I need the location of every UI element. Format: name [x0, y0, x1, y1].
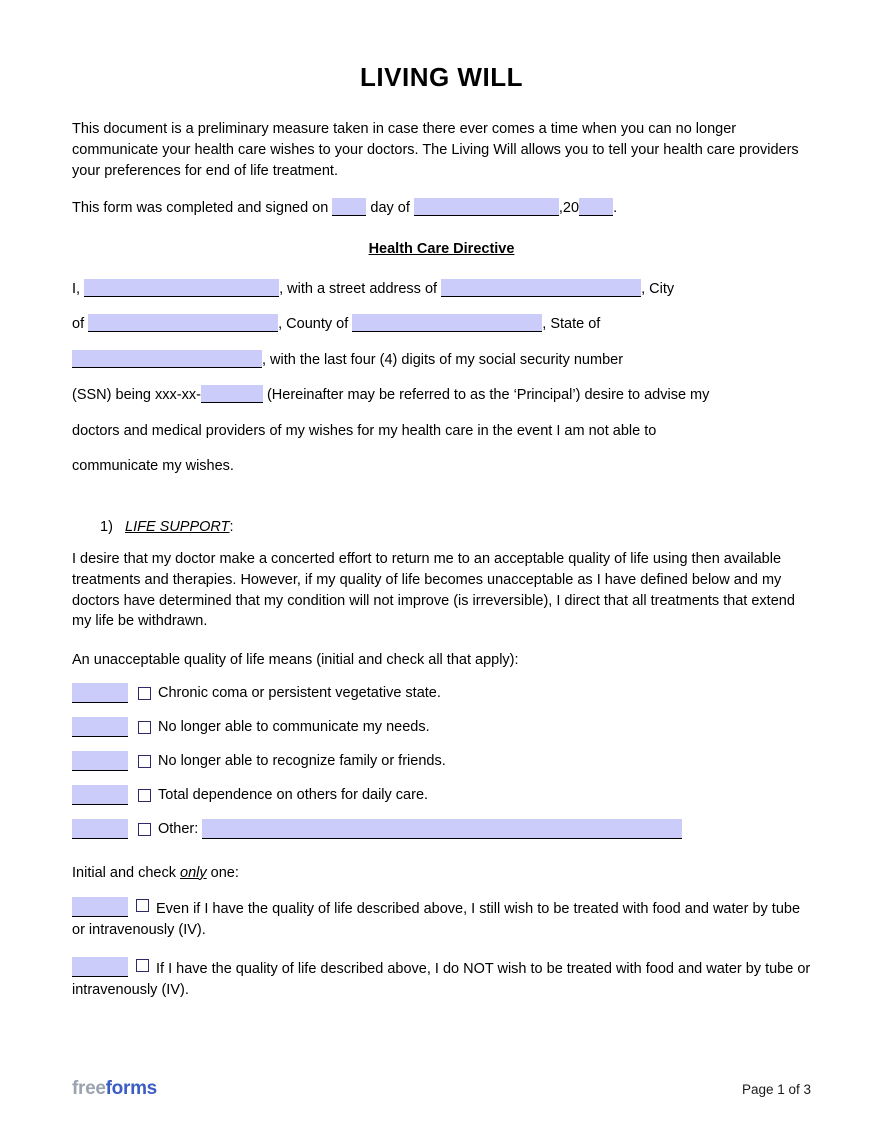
option-label-communicate: No longer able to communicate my needs. — [158, 719, 430, 736]
section-1-heading — [72, 519, 811, 535]
option-label-other: Other: — [158, 821, 199, 838]
checkbox-icon-still-wish[interactable] — [136, 899, 149, 912]
option-row-communicate[interactable] — [72, 717, 811, 737]
street-label: , with a street address of — [279, 280, 438, 297]
checkbox-icon-coma[interactable] — [138, 687, 151, 700]
choice-label-do-not-wish: If I have the quality of life described above, I do NOT wish to be treated with food and water by tube or intravenously (IV). — [72, 960, 811, 998]
option-label-recognize: No longer able to recognize family or friends. — [158, 753, 446, 770]
option-row-recognize[interactable] — [72, 751, 811, 771]
choice-row-still-wish[interactable] — [72, 897, 811, 941]
city-label: , City — [641, 280, 675, 297]
section-1-instruction: An unacceptable quality of life means (initial and check all that apply): — [72, 652, 519, 669]
county-label: , County of — [278, 316, 349, 333]
freeforms-logo[interactable] — [72, 1078, 157, 1100]
initial-field-coma[interactable] — [72, 683, 128, 703]
logo-forms-text: forms — [105, 1078, 157, 1099]
section-heading-health-care-directive: Health Care Directive — [368, 241, 515, 258]
month-field[interactable] — [414, 198, 559, 216]
street-address-field[interactable] — [441, 279, 641, 297]
ssn-label: , with the last four (4) digits of my social security number — [262, 351, 624, 368]
state-field[interactable] — [72, 350, 262, 368]
period-1: . — [613, 200, 618, 217]
page-number: Page 1 of 3 — [741, 1081, 811, 1097]
ssn-tail-label: (Hereinafter may be referred to as the ‘Principal’) desire to advise my — [266, 387, 710, 404]
directive-line-doctors: doctors and medical providers of my wishes for my health care in the event I am not able to — [72, 422, 657, 439]
section-1-number: 1) — [100, 518, 113, 535]
i-label: I, — [72, 280, 81, 297]
initial-field-still-wish[interactable] — [72, 897, 128, 917]
only-one-suffix: one: — [206, 864, 239, 881]
directive-line-communicate: communicate my wishes. — [72, 458, 234, 475]
only-one-instruction — [72, 865, 811, 881]
only-one-emphasis: only — [180, 864, 207, 881]
section-1-colon: : — [229, 518, 234, 535]
option-row-other[interactable] — [72, 819, 811, 839]
completed-prefix: This form was completed and signed on — [72, 200, 329, 217]
county-field[interactable] — [352, 314, 542, 332]
checkbox-icon-dependence[interactable] — [138, 789, 151, 802]
page-title: LIVING WILL — [360, 62, 523, 92]
completed-signed-line — [72, 198, 811, 219]
initial-field-communicate[interactable] — [72, 717, 128, 737]
ssn-last-four-field[interactable] — [201, 385, 263, 403]
choice-row-do-not-wish[interactable] — [72, 957, 811, 1001]
ssn-being-label: (SSN) being xxx-xx- — [72, 387, 201, 404]
section-1-label: LIFE SUPPORT — [125, 518, 230, 535]
city-field[interactable] — [88, 314, 278, 332]
principal-name-field[interactable] — [84, 279, 279, 297]
year-field[interactable] — [579, 198, 613, 216]
option-row-coma[interactable] — [72, 683, 811, 703]
option-label-dependence: Total dependence on others for daily care. — [158, 787, 429, 804]
only-one-prefix: Initial and check — [72, 864, 181, 881]
page-footer — [72, 1078, 811, 1100]
directive-paragraph — [72, 272, 811, 485]
option-label-coma: Chronic coma or persistent vegetative state. — [158, 685, 441, 702]
checkbox-icon-recognize[interactable] — [138, 755, 151, 768]
year-prefix: ,20 — [558, 200, 580, 217]
other-text-field[interactable] — [202, 819, 682, 839]
initial-field-do-not-wish[interactable] — [72, 957, 128, 977]
section-1-paragraph: I desire that my doctor make a concerted effort to return me to an acceptable quality of life using then available treatments and therapies. However, if my quality of life becomes unacceptable as I have defined below and my doctors have determined that my condition will not improve (is irreversible), I direct that all treatments that extend my life be withdrawn. — [72, 551, 795, 630]
initial-field-recognize[interactable] — [72, 751, 128, 771]
state-label: , State of — [542, 316, 601, 333]
checkbox-icon-other[interactable] — [138, 823, 151, 836]
of-label: of — [72, 316, 85, 333]
checkbox-icon-communicate[interactable] — [138, 721, 151, 734]
choice-label-still-wish: Even if I have the quality of life described above, I still wish to be treated with food and water by tube or intravenously (IV). — [72, 900, 801, 938]
option-row-dependence[interactable] — [72, 785, 811, 805]
initial-field-other[interactable] — [72, 819, 128, 839]
intro-paragraph: This document is a preliminary measure taken in case there ever comes a time when you can no longer communicate your health care wishes to your doctors. The Living Will allows you to tell your health care providers your preferences for end of life treatment. — [72, 121, 799, 180]
day-of-label: day of — [370, 200, 410, 217]
initial-field-dependence[interactable] — [72, 785, 128, 805]
logo-free-text: free — [72, 1078, 106, 1099]
day-field[interactable] — [332, 198, 366, 216]
checkbox-icon-do-not-wish[interactable] — [136, 959, 149, 972]
